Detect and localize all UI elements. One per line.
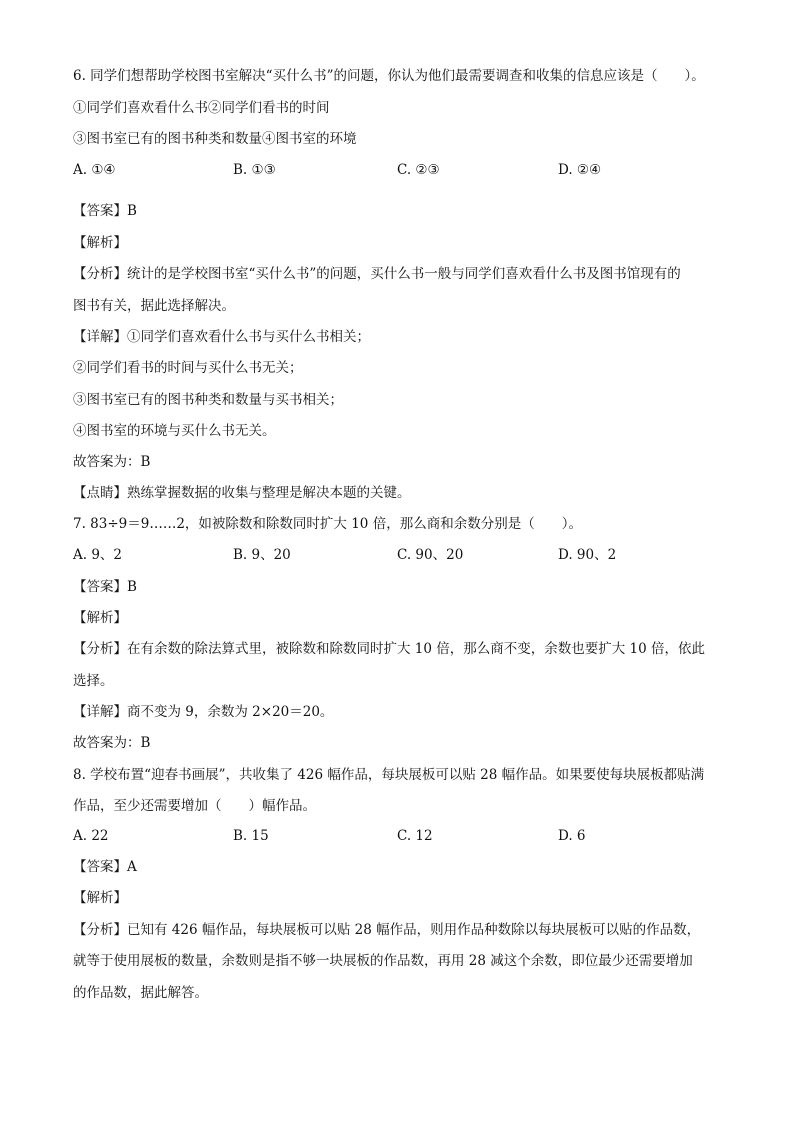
q6-detail-tag: 【详解】	[73, 329, 127, 345]
q8-answer-value: A	[127, 859, 137, 875]
q7-analysis-text: 在有余数的除法算式里，被除数和除数同时扩大 10 倍，那么商不变，余数也要扩大 10 倍，依此	[127, 641, 706, 657]
q8-answer	[73, 857, 137, 877]
q8-jiexi-heading: 【解析】	[73, 890, 127, 906]
q7-answer-value: B	[127, 579, 137, 595]
q6-option-a: A. ①④	[73, 162, 116, 178]
q7-analysis-line-1	[73, 639, 705, 659]
q7-answer-tag: 【答案】	[73, 579, 127, 595]
q8-stem-line-2: 作品，至少还需要增加（ ）幅作品。	[73, 798, 316, 814]
q6-detail-line-3: ③图书室已有的图书种类和数量与买书相关；	[73, 392, 343, 408]
q8-stem-line-1: 8. 学校布置“迎春书画展”，共收集了 426 幅作品，每块展板可以贴 28 幅作品。如果要使每块展板都贴满	[73, 767, 705, 783]
q6-answer	[73, 201, 137, 221]
q6-analysis-text: 统计的是学校图书室“买什么书”的问题，买什么书一般与同学们喜欢看什么书及图书馆现有的	[127, 266, 681, 282]
q6-analysis-tag: 【分析】	[73, 266, 127, 282]
q7-answer	[73, 577, 137, 597]
q7-conclusion: 故答案为：B	[73, 735, 151, 751]
q6-detail-line-4: ④图书室的环境与买什么书无关。	[73, 423, 276, 439]
q7-detail-line-1	[73, 702, 333, 722]
q6-comment-tag: 【点睛】	[73, 485, 127, 501]
q8-option-a: A. 22	[73, 828, 109, 844]
q7-option-b: B. 9、20	[233, 547, 291, 563]
q8-options	[73, 826, 733, 846]
q7-analysis-line-2: 选择。	[73, 673, 114, 689]
q7-option-a: A. 9、2	[73, 547, 123, 563]
q6-option-d: D. ②④	[558, 162, 602, 178]
q7-option-c: C. 90、20	[397, 547, 464, 563]
q8-analysis-line-1	[73, 920, 700, 940]
q6-answer-value: B	[127, 203, 137, 219]
q8-analysis-tag: 【分析】	[73, 922, 127, 938]
q8-analysis-line-3: 的作品数，据此解答。	[73, 985, 208, 1001]
q6-answer-tag: 【答案】	[73, 203, 127, 219]
q7-detail-text: 商不变为 9，余数为 2×20＝20。	[127, 704, 334, 720]
q6-detail-line-2: ②同学们看书的时间与买什么书无关；	[73, 360, 303, 376]
q6-detail-text: ①同学们喜欢看什么书与买什么书相关；	[127, 329, 370, 345]
q6-statement-line-2: ③图书室已有的图书种类和数量④图书室的环境	[73, 131, 357, 147]
q8-option-d: D. 6	[558, 828, 586, 844]
q7-stem: 7. 83÷9＝9……2，如被除数和除数同时扩大 10 倍，那么商和余数分别是（ ）。	[73, 516, 582, 532]
q8-analysis-line-2: 就等于使用展板的数量，余数则是指不够一块展板的作品数，再用 28 减这个余数，即位最少还需要增加	[73, 953, 693, 969]
q6-options	[73, 160, 733, 180]
q7-detail-tag: 【详解】	[73, 704, 127, 720]
q6-statement-line-1: ①同学们喜欢看什么书②同学们看书的时间	[73, 100, 330, 116]
q6-jiexi-heading: 【解析】	[73, 235, 127, 251]
q6-analysis-line-2: 图书有关，据此选择解决。	[73, 298, 235, 314]
q7-option-d: D. 90、2	[558, 547, 617, 563]
q7-jiexi-heading: 【解析】	[73, 610, 127, 626]
q6-analysis-line-1	[73, 264, 681, 284]
q6-option-c: C. ②③	[397, 162, 440, 178]
q6-stem: 6. 同学们想帮助学校图书室解决“买什么书”的问题，你认为他们最需要调查和收集的信息应该是（ ）。	[73, 68, 705, 84]
q6-comment	[73, 483, 411, 503]
q6-detail-line-1	[73, 327, 370, 347]
q7-analysis-tag: 【分析】	[73, 641, 127, 657]
q8-option-c: C. 12	[397, 828, 433, 844]
q8-option-b: B. 15	[233, 828, 269, 844]
q6-comment-text: 熟练掌握数据的收集与整理是解决本题的关键。	[127, 485, 411, 501]
q6-conclusion: 故答案为：B	[73, 454, 151, 470]
q8-analysis-text: 已知有 426 幅作品，每块展板可以贴 28 幅作品，则用作品种数除以每块展板可以贴的作品数，	[127, 922, 701, 938]
q7-options	[73, 545, 733, 565]
q8-answer-tag: 【答案】	[73, 859, 127, 875]
q6-option-b: B. ①③	[233, 162, 276, 178]
